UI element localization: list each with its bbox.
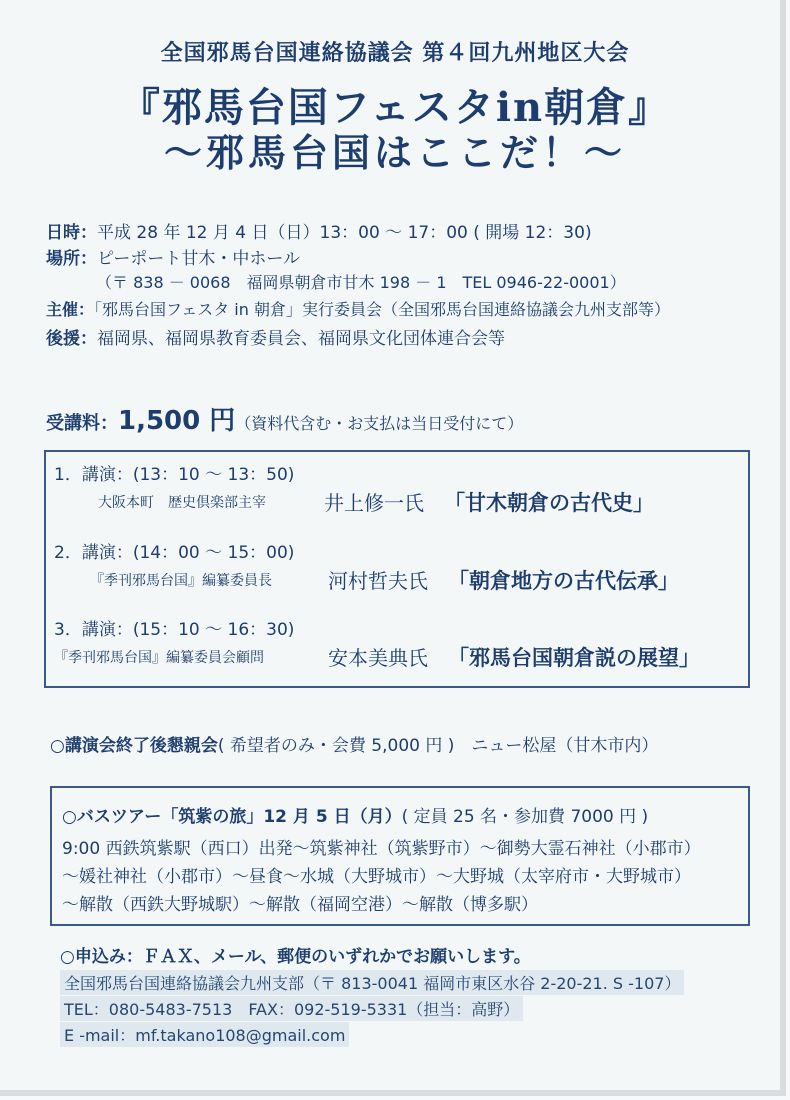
event-title: 『邪馬台国フェスタin朝倉』 (119, 84, 671, 131)
host-row (46, 297, 670, 320)
lecture-3-speaker: 安本美典氏 (328, 646, 428, 670)
lecture-2-title: 「朝倉地方の古代伝承」 (448, 569, 679, 593)
bus-head: ○バスツアー「筑紫の旅」12 月 5 日（月） (62, 807, 402, 827)
lecture-2-speaker: 河村哲夫氏 (328, 569, 428, 593)
bus-route-line-3: ～解散（西鉄大野城駅）～解散（福岡空港）～解散（博多駅） (62, 895, 538, 915)
bus-head-row (62, 802, 648, 827)
apply-head: ○申込み：ＦＡＸ、メール、郵便のいずれかでお願いします。 (60, 947, 531, 967)
lecture-1-title: 「甘木朝倉の古代史」 (444, 491, 654, 515)
lecture-1-head: 1．講演：(13：10 ～ 13：50) (54, 465, 295, 485)
support-row (46, 324, 505, 349)
lecture-2-head: 2．講演：(14：00 ～ 15：00) (54, 543, 295, 563)
bus-detail: ( 定員 25 名・参加費 7000 円 ) (401, 807, 649, 827)
support-value: 福岡県、福岡県教育委員会、福岡県文化団体連合会等 (97, 329, 505, 349)
place-value: ピーポート甘木・中ホール (97, 249, 300, 269)
lecture-3-head: 3．講演：(15：10 ～ 16：30) (54, 620, 295, 640)
bus-tour-box (50, 786, 750, 926)
place-address: （〒 838 － 0068 福岡県朝倉市甘木 198 － 1 TEL 0946-22-0001） (96, 273, 626, 292)
host-value: 「邪馬台国フェスタ in 朝倉」実行委員会（全国邪馬台国連絡協議会九州支部等） (94, 300, 670, 319)
party-detail: ( 希望者のみ・会費 5,000 円 ) ニュー松屋（甘木市内） (217, 736, 659, 756)
date-value: 平成 28 年 12 月 4 日（日）13：00 ～ 17：00 ( 開場 12：30) (97, 223, 592, 243)
host-label: 主催： (46, 300, 95, 319)
fee-note: （資料代含む・お支払は当日受付にて） (235, 414, 524, 433)
fee-row (46, 400, 523, 437)
apply-email: E -mail：mf.takano108@gmail.com (60, 1022, 349, 1047)
place-label: 場所： (46, 249, 97, 269)
date-label: 日時： (46, 223, 97, 243)
lecture-3-title: 「邪馬台国朝倉説の展望」 (448, 646, 700, 670)
lecture-3-role: 『季刊邪馬台国』編纂委員会顧問 (54, 650, 264, 666)
lecture-2-role: 『季刊邪馬台国』編纂委員長 (90, 573, 272, 589)
party-row (50, 731, 658, 756)
event-subtitle: 全国邪馬台国連絡協議会 第４回九州地区大会 (160, 41, 630, 66)
lecture-1-speaker: 井上修一氏 (324, 491, 424, 515)
party-head: ○講演会終了後懇親会 (50, 736, 218, 756)
fee-label: 受講料： (46, 413, 118, 434)
lectures-box (44, 450, 750, 688)
apply-phone-fax: TEL：080-5483-7513 FAX：092-519-5331（担当：高野） (60, 996, 523, 1021)
bus-route-line-2: ～媛社神社（小郡市）～昼食～水城（大野城市）～大野城（太宰府市・大野城市） (62, 867, 691, 887)
apply-address: 全国邪馬台国連絡協議会九州支部（〒 813-0041 福岡市東区水谷 2-20-21. S -107） (60, 970, 684, 995)
bus-route-line-1: 9:00 西鉄筑紫駅（西口）出発～筑紫神社（筑紫野市）～御勢大霊石神社（小郡市） (62, 839, 701, 859)
fee-amount: 1,500 円 (118, 406, 236, 436)
date-row (46, 218, 592, 243)
place-row (46, 244, 300, 269)
lecture-1-role: 大阪本町 歴史倶楽部主宰 (98, 495, 266, 511)
support-label: 後援： (46, 329, 97, 349)
event-tagline: ～邪馬台国はここだ！～ (163, 130, 626, 175)
